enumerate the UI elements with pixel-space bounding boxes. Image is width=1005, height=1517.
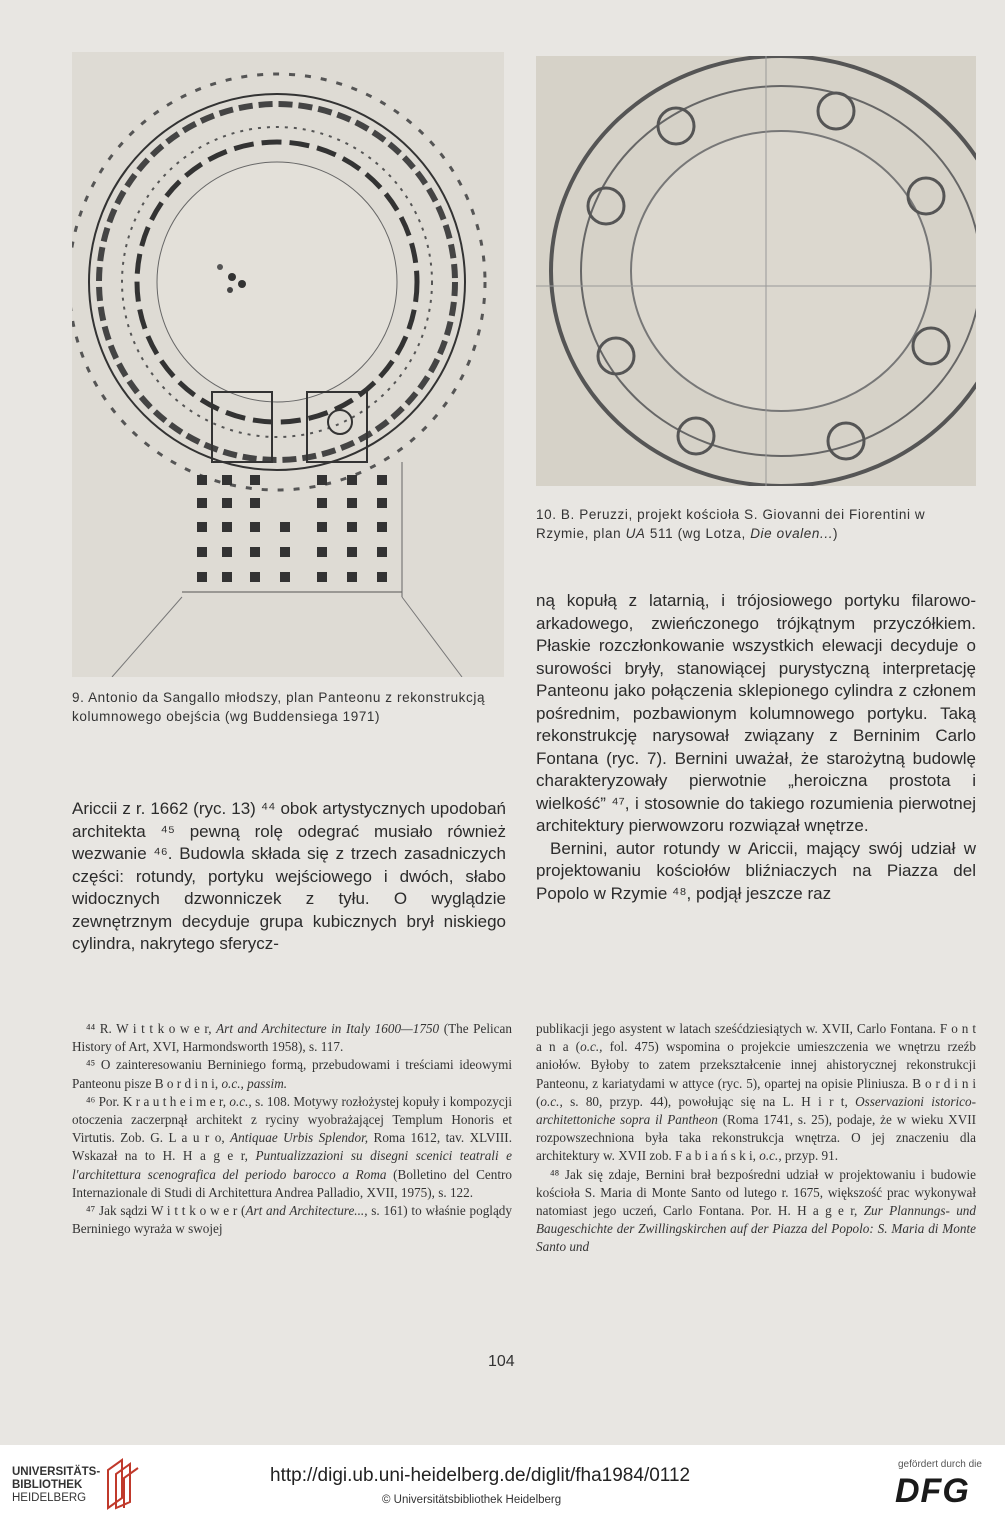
footnote-45: ⁴⁵ O zainteresowaniu Berniniego formą, przebudowami i treściami ideowymi Panteonu pisze B o r d i n i, o.c., passim.: [72, 1057, 512, 1091]
footnote-47-continued: publikacji jego asystent w latach sześćdziesiątych w. XVII, Carlo Fontana. F o n t a n a (o.c., fol. 475) wspomina o projekcie umieszczenia we wnętrzu rzeźb aniołów. Byłoby to zatem przekształcenie innej ahistorycznej rekonstrukcji Panteonu, z kariatydami w attyce (ryc. 5), opartej na opisie Pliniusza. B o r d i n i (o.c., s. 80, przyp. 44), powołując się na L. H i r t, Osservazioni istorico-architettoniche sopra il Pantheon (Roma 1741, s. 25), podaje, że w wieku XVII rozpowszechniona była taka rekonstrukcja wnętrza. O jej znaczeniu dla architektury w. XVII zob. F a b i a ń s k i, o.c., przyp. 91.: [536, 1021, 977, 1164]
footnote-47: ⁴⁷ Jak sądzi W i t t k o w e r (Art and Architecture..., s. 161) to właśnie poglądy Berniniego wyraża w swojej: [72, 1203, 512, 1237]
page-number: 104: [488, 1353, 515, 1370]
figure-10-image: [536, 56, 976, 486]
pantheon-plan-drawing: [72, 52, 504, 677]
footnotes-right: [536, 1020, 976, 1257]
footnotes-left: [72, 1020, 512, 1238]
caption-10-text-mid: 511 (wg Lotza,: [645, 526, 751, 541]
figure-10-caption: [536, 505, 981, 543]
footnote-44: ⁴⁴ R. W i t t k o w e r, Art and Architecture in Italy 1600—1750 (The Pelican History of Art, XVI, Harmondsworth 1958), s. 117.: [72, 1021, 512, 1055]
caption-10-text: 10. B. Peruzzi, projekt kościoła S. Giovanni dei Fiorentini w Rzymie, plan: [536, 507, 926, 541]
body-right-paragraph-1: ną kopułą z latarnią, i trójosiowego portyku filarowo-arkadowego, zwieńczonego trójkątnym przyczółkiem. Płaskie rozczłonkowanie wszystkich elewacji decyduje o surowości bryły, stanowiącej purystyczną interpretację Panteonu jako połączenia sklepionego cylindra z członem pośrednim, pozbawionym kolumnowego portyku. Taką rekonstrukcję narysował związany z Berninim Carlo Fontana (ryc. 7). Bernini uważał, że starożytną budowlę charakteryzowały pierwotnie „heroiczna prostota i wielkość” ⁴⁷, i stosownie do takiego rozumienia pierwotnej architektury pierwowzoru rozwiązał wnętrze.: [536, 591, 976, 835]
body-left-paragraph: Ariccii z r. 1662 (ryc. 13) ⁴⁴ obok artystycznych upodobań architekta ⁴⁵ pewną rolę odegrać musiało również wezwanie ⁴⁶. Budowla składa się z trzech zasadniczych części: rotundy, portyku wejściowego i dwóch, słabo widocznych dzwonniczek z tyłu. O wyglądzie zewnętrznym decyduje grupa kubicznych brył niskiego cylindra, nakrytego sferycz-: [72, 799, 506, 953]
library-logo-icon: [102, 1458, 142, 1515]
caption-10-text-end: ): [833, 526, 839, 541]
peruzzi-plan-drawing: [536, 56, 976, 486]
library-line-1: UNIVERSITÄTS-: [12, 1466, 101, 1478]
body-text-left: [72, 798, 506, 956]
funding-note: gefördert durch die: [898, 1459, 982, 1470]
figure-9-image: [72, 52, 504, 677]
caption-10-italic-ua: UA: [625, 526, 646, 541]
body-right-paragraph-2: Bernini, autor rotundy w Ariccii, mający swój udział w projektowaniu kościołów bliźniaczych na Piazza del Popolo w Rzymie ⁴⁸, podjął jeszcze raz: [536, 838, 976, 903]
library-name: [12, 1466, 100, 1505]
figure-9-caption: 9. Antonio da Sangallo młodszy, plan Panteonu z rekonstrukcją kolumnowego obejścia (wg Buddensiega 1971): [72, 690, 486, 724]
dfg-logo: DFG: [895, 1472, 970, 1510]
document-url-link[interactable]: http://digi.ub.uni-heidelberg.de/diglit/fha1984/0112: [270, 1465, 691, 1486]
caption-10-italic-title: Die ovalen...: [750, 526, 834, 541]
library-line-2: BIBLIOTHEK: [12, 1479, 83, 1491]
library-line-3: HEIDELBERG: [12, 1492, 87, 1504]
body-text-right: [536, 590, 976, 905]
copyright-notice: © Universitätsbibliothek Heidelberg: [382, 1494, 562, 1506]
footnote-48: ⁴⁸ Jak się zdaje, Bernini brał bezpośredni udział w projektowaniu i budowie kościoła S. Maria di Monte Santo od lutego r. 1675, większość prac wykonywał natomiast jego uczeń, Carlo Fontana. Por. H. H a g e r, Zur Plannungs- und Baugeschichte der Zwillingskirchen auf der Piazza del Popolo: S. Maria di Monte Santo und: [536, 1166, 976, 1255]
footnote-46: ⁴⁶ Por. K r a u t h e i m e r, o.c., s. 108. Motywy rozłożystej kopuły i kompozycji otoczenia zaczerpnął architekt z ryciny wyobrażającej Templum Honoris et Virtutis. Zob. G. L a u r o, Antiquae Urbis Splendor, Roma 1612, tav. XLVIII. Wskazał na to H. H a g e r, Puntualizzazioni su disegni scenici teatrali e l'architettura scenografica del periodo barocco a Roma (Bolletino del Centro Internazionale di Studi di Architettura Andrea Palladio, XVII, 1975), s. 122.: [72, 1093, 512, 1200]
